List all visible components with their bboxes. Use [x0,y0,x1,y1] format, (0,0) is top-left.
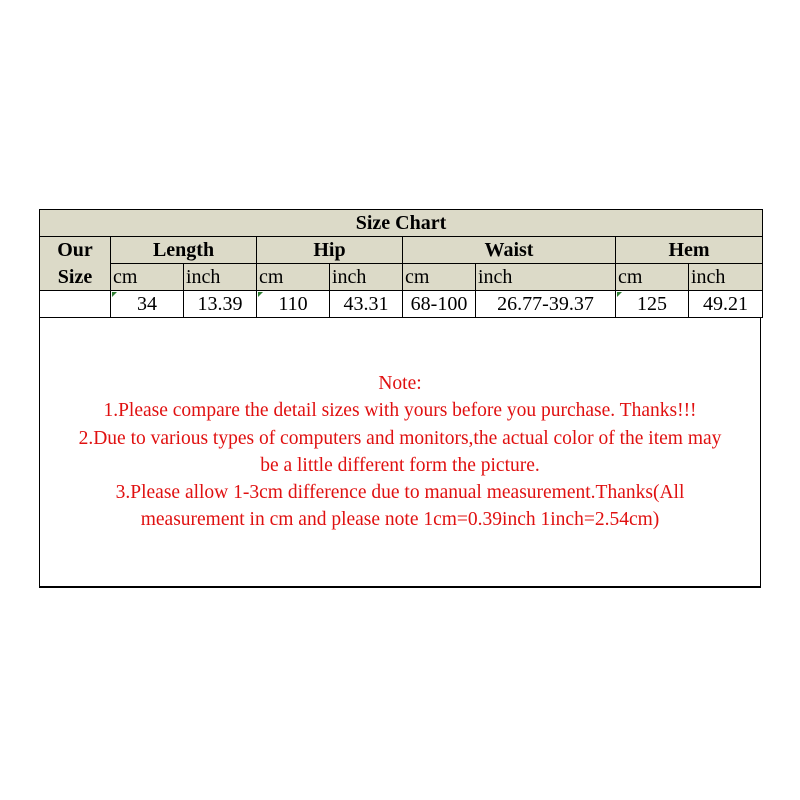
unit-header-hem-cm: cm [616,264,689,291]
size-chart-table [39,209,763,318]
note-line-3: be a little different form the picture. [260,454,540,476]
value-cell-hip-inch [330,291,403,318]
value-text: 34 [137,293,157,315]
group-header-hem: Hem [616,237,763,264]
value-cell-waist-inch [476,291,616,318]
value-cell-hip-cm [257,291,330,318]
size-cell [40,291,111,318]
value-text: 26.77-39.37 [497,293,594,315]
size-chart-sheet [39,209,761,588]
value-cell-length-inch [184,291,257,318]
value-text: 43.31 [343,293,389,315]
cell-marker-icon [258,292,263,297]
cell-marker-icon [617,292,622,297]
our-size-label-bottom: Size [40,264,111,291]
unit-header-hip-inch: inch [330,264,403,291]
unit-header-length-cm: cm [111,264,184,291]
our-size-label-top: Our [40,237,111,264]
note-line-1: 1.Please compare the detail sizes with yours before you purchase. Thanks!!! [103,400,697,422]
value-cell-waist-cm [403,291,476,318]
group-header-hip: Hip [257,237,403,264]
note-line-5: measurement in cm and please note 1cm=0.39inch 1inch=2.54cm) [140,509,660,531]
value-text: 68-100 [410,293,468,315]
value-text: 110 [278,293,308,315]
unit-header-hem-inch: inch [689,264,763,291]
value-cell-hem-inch [689,291,763,318]
notes-box [39,318,761,588]
value-text: 125 [637,293,667,315]
unit-header-hip-cm: cm [257,264,330,291]
value-cell-length-cm [111,291,184,318]
unit-header-waist-inch: inch [476,264,616,291]
value-text: 13.39 [197,293,243,315]
note-heading: Note: [378,373,422,394]
group-header-length: Length [111,237,257,264]
notes-text [40,370,760,534]
note-line-4: 3.Please allow 1-3cm difference due to manual measurement.Thanks(All [115,482,685,504]
group-header-waist: Waist [403,237,616,264]
title-row [40,210,763,237]
table-row [40,291,763,318]
unit-header-waist-cm: cm [403,264,476,291]
value-cell-hem-cm [616,291,689,318]
value-text: 49.21 [703,293,748,315]
group-header-row [40,237,763,264]
cell-marker-icon [112,292,117,297]
size-chart-title: Size Chart [40,210,763,237]
unit-header-row [40,264,763,291]
note-line-2: 2.Due to various types of computers and monitors,the actual color of the item may [78,427,722,449]
unit-header-length-inch: inch [184,264,257,291]
